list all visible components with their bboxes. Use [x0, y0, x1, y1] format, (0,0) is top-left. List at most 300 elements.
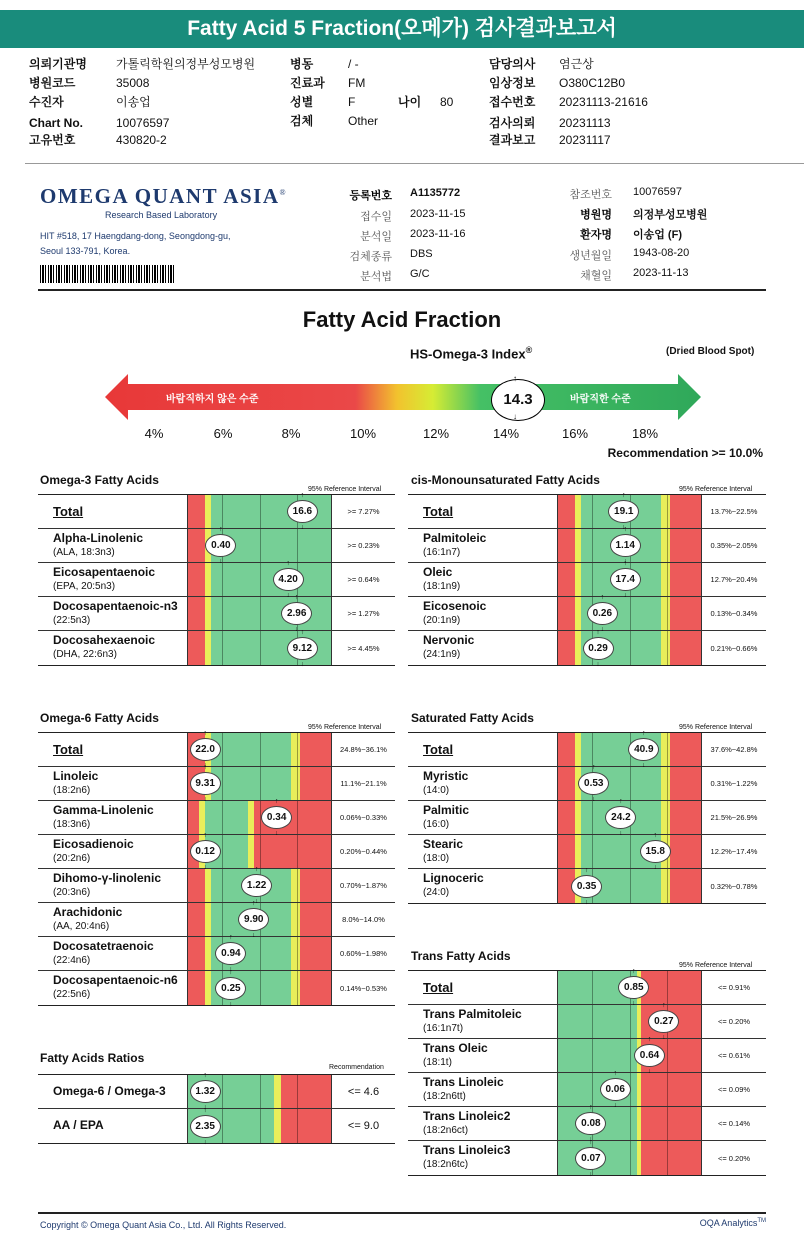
row-subtitle: (18:2n6tc): [423, 1159, 469, 1170]
cis-mono-title: cis-Monounsaturated Fatty Acids: [411, 473, 600, 487]
grid-line: [630, 869, 631, 903]
row-name: Nervonic: [423, 633, 475, 647]
reg-value: 의정부성모병원: [633, 209, 708, 221]
range-segment: [291, 971, 300, 1005]
value-badge: ↑ 0.94 ↓: [215, 942, 246, 965]
row-subtitle: (22:5n3): [53, 615, 91, 626]
reference-range: 0.35%~2.05%: [710, 541, 758, 550]
ratios-title: Fatty Acids Ratios: [40, 1051, 145, 1065]
grid-line: [297, 767, 298, 800]
row-name: Total: [423, 980, 454, 995]
table-row: [38, 597, 395, 631]
range-segment: [558, 733, 575, 766]
info-receipt-no: 접수번호 20231113-21616: [489, 95, 648, 109]
range-segment: [641, 1141, 701, 1175]
reference-range: 0.32%~0.78%: [710, 881, 758, 891]
range-bar: [557, 869, 702, 903]
reference-range: 0.13%~0.34%: [710, 609, 758, 618]
saturated-title: Saturated Fatty Acids: [411, 711, 534, 725]
recommendation-label: Recommendation: [329, 1064, 384, 1071]
row-name: Trans Linoleic: [423, 1075, 504, 1089]
range-segment: [211, 563, 331, 596]
grid-line: [260, 835, 261, 868]
value-badge: ↑ 0.08 ↓: [575, 1112, 606, 1135]
table-row: [38, 1075, 395, 1109]
range-bar: [557, 801, 702, 834]
grid-line: [667, 869, 668, 903]
reg-value: 2023-11-16: [410, 228, 466, 240]
value-badge: ↑ 0.26 ↓: [587, 602, 618, 625]
range-segment: [188, 801, 199, 834]
table-row: [408, 1107, 766, 1141]
info-age: 나이 80: [398, 95, 454, 109]
tick-label: 14%: [492, 426, 520, 441]
table-row: [408, 1039, 766, 1073]
range-bar: [557, 1141, 702, 1175]
reference-range: <= 0.20%: [717, 1017, 751, 1026]
grid-line: [592, 1039, 593, 1072]
range-segment: [670, 495, 701, 528]
ref-interval-label: 95% Reference Interval: [679, 486, 753, 493]
range-segment: [188, 869, 205, 902]
range-segment: [670, 563, 701, 596]
reference-range: <= 0.91%: [717, 983, 751, 992]
reference-range: 0.70%~1.87%: [340, 881, 387, 890]
copyright: Copyright © Omega Quant Asia Co., Ltd. All Rights Reserved.: [40, 1220, 287, 1230]
row-subtitle: (EPA, 20:5n3): [53, 581, 116, 592]
range-segment: [254, 835, 331, 868]
tick-label: 8%: [281, 426, 301, 441]
trans-table: [408, 970, 766, 1176]
range-segment: [670, 835, 701, 868]
grid-line: [592, 563, 593, 596]
reference-range: >= 4.45%: [347, 643, 380, 653]
ref-interval-label: 95% Reference Interval: [308, 486, 382, 493]
row-name: Trans Oleic: [423, 1041, 488, 1055]
range-segment: [558, 563, 575, 596]
divider: [25, 163, 804, 164]
table-row: [408, 801, 766, 835]
info-ward: 병동 / -: [290, 57, 359, 71]
range-segment: [641, 1073, 701, 1106]
reference-range: 0.14%~0.53%: [340, 983, 387, 993]
range-segment: [300, 937, 331, 970]
range-segment: [661, 767, 670, 800]
grid-line: [630, 835, 631, 868]
row-name: Trans Linoleic3: [423, 1143, 511, 1157]
barcode: [40, 265, 175, 283]
tick-label: 10%: [349, 426, 377, 441]
range-bar: [187, 869, 332, 902]
row-subtitle: (18:1t): [423, 1057, 452, 1068]
value-badge: ↑ 0.53 ↓: [578, 772, 609, 795]
cis-mono-table: [408, 494, 766, 666]
reg-value: 2023-11-15: [410, 208, 466, 220]
range-segment: [661, 495, 670, 528]
info-request-date: 검사의뢰 20231113: [489, 116, 611, 130]
value-badge: ↑ 22.0 ↓: [190, 738, 221, 761]
range-segment: [641, 971, 701, 1004]
grid-line: [222, 903, 223, 936]
table-row: [38, 733, 395, 767]
range-segment: [670, 733, 701, 766]
recommendation: Recommendation >= 10.0%: [607, 446, 763, 460]
table-row: [408, 835, 766, 869]
tick-label: 18%: [631, 426, 659, 441]
range-segment: [291, 903, 300, 936]
grid-line: [667, 1039, 668, 1072]
score-up-icon: ↑: [513, 374, 517, 383]
row-subtitle: (18:2n6): [53, 785, 91, 796]
row-name: Total: [423, 504, 454, 519]
range-segment: [300, 903, 331, 936]
index-scale-arrow: [105, 374, 701, 420]
grid-line: [260, 1109, 261, 1143]
grid-line: [222, 563, 223, 596]
row-name: Eicosapentaenoic: [53, 565, 156, 579]
range-segment: [558, 801, 575, 834]
table-row: [38, 835, 395, 869]
range-segment: [661, 631, 670, 665]
omega3-title: Omega-3 Fatty Acids: [40, 473, 159, 487]
range-bar: [187, 903, 332, 936]
grid-line: [260, 767, 261, 800]
info-clinical: 임상정보 O380C12B0: [489, 76, 626, 90]
range-segment: [188, 563, 205, 596]
reg-value: DBS: [410, 248, 433, 260]
reference-range: <= 9.0: [347, 1120, 380, 1132]
range-segment: [300, 869, 331, 902]
lab-address-line2: Seoul 133-791, Korea.: [40, 246, 131, 256]
value-badge: ↑ 17.4 ↓: [610, 568, 641, 591]
value-badge: ↑ 0.25 ↓: [215, 977, 246, 1000]
range-segment: [300, 971, 331, 1005]
table-row: [408, 733, 766, 767]
row-name: Eicosenoic: [423, 599, 487, 613]
grid-line: [592, 1073, 593, 1106]
lab-tagline: Research Based Laboratory: [105, 210, 218, 220]
row-subtitle: (18:2n6tt): [423, 1091, 466, 1102]
value-badge: ↑ 9.31 ↓: [190, 772, 221, 795]
range-bar: [187, 801, 332, 834]
brand: OQA Analytics™: [699, 1218, 766, 1228]
row-subtitle: (ALA, 18:3n3): [53, 547, 115, 558]
row-name: Gamma-Linolenic: [53, 803, 154, 817]
table-row: [408, 529, 766, 563]
range-bar: [557, 563, 702, 596]
range-bar: [557, 1005, 702, 1038]
range-segment: [558, 1005, 637, 1038]
grid-line: [667, 1073, 668, 1106]
reference-range: >= 7.27%: [347, 507, 380, 516]
range-bar: [187, 597, 332, 630]
omega6-title: Omega-6 Fatty Acids: [40, 711, 159, 725]
row-name: Linoleic: [53, 769, 99, 783]
ref-interval-label: 95% Reference Interval: [679, 962, 753, 969]
range-segment: [300, 767, 331, 800]
row-name: Total: [53, 742, 84, 757]
range-segment: [661, 597, 670, 630]
info-department: 진료과 FM: [290, 76, 366, 90]
grid-line: [222, 495, 223, 528]
reference-range: 24.8%~36.1%: [340, 745, 387, 754]
grid-line: [667, 1107, 668, 1140]
row-subtitle: (16:0): [423, 819, 450, 830]
value-badge: ↑ 0.64 ↓: [634, 1044, 665, 1067]
value-badge: ↑ 1.32 ↓: [190, 1080, 221, 1103]
row-subtitle: (22:4n6): [53, 955, 91, 966]
value-badge: ↑ 15.8 ↓: [640, 840, 671, 863]
value-badge: ↑ 2.35 ↓: [190, 1115, 221, 1138]
value-badge: ↑ 0.29 ↓: [583, 637, 614, 660]
range-segment: [558, 835, 575, 868]
row-name: Total: [53, 504, 84, 519]
table-row: [38, 869, 395, 903]
tick-label: 4%: [144, 426, 164, 441]
row-name: Myristic: [423, 769, 469, 783]
value-badge: ↑ 16.6 ↓: [287, 500, 318, 523]
table-row: [408, 1141, 766, 1175]
reference-range: 0.06%~0.33%: [340, 813, 387, 822]
value-badge: ↑ 0.07 ↓: [575, 1147, 606, 1170]
row-name: Trans Palmitoleic: [423, 1007, 522, 1021]
grid-line: [592, 801, 593, 834]
range-bar: [187, 1075, 332, 1108]
range-segment: [558, 767, 575, 800]
value-badge: ↑ 0.12 ↓: [190, 840, 221, 863]
range-segment: [670, 869, 701, 903]
grid-line: [297, 835, 298, 868]
range-segment: [670, 529, 701, 562]
info-specimen: 검체 Other: [290, 114, 379, 128]
table-row: [408, 869, 766, 903]
undesirable-label: 바람직하지 않은 수준: [166, 394, 259, 405]
reference-range: >= 0.64%: [347, 575, 380, 584]
reg-value: A1135772: [410, 187, 461, 199]
grid-line: [222, 835, 223, 868]
info-institution: 의뢰기관명 가톨릭학원의정부성모병원: [29, 57, 256, 71]
grid-line: [260, 563, 261, 596]
tick-label: 16%: [561, 426, 589, 441]
grid-line: [260, 971, 261, 1005]
table-row: [38, 767, 395, 801]
range-bar: [557, 733, 702, 766]
range-segment: [558, 597, 575, 630]
info-report-date: 결과보고 20231117: [489, 133, 611, 147]
range-segment: [188, 495, 205, 528]
grid-line: [592, 835, 593, 868]
reference-range: >= 0.23%: [347, 541, 380, 550]
table-row: [408, 971, 766, 1005]
table-row: [38, 903, 395, 937]
range-bar: [557, 1107, 702, 1140]
grid-line: [667, 529, 668, 562]
range-segment: [291, 733, 300, 766]
info-hospital-code: 병원코드 35008: [29, 76, 150, 90]
value-badge: ↑ 19.1 ↓: [608, 500, 639, 523]
grid-line: [297, 801, 298, 834]
table-row: [38, 801, 395, 835]
table-row: [38, 631, 395, 665]
table-row: [38, 563, 395, 597]
grid-line: [222, 631, 223, 665]
grid-line: [222, 869, 223, 902]
value-badge: ↑ 1.14 ↓: [610, 534, 641, 557]
range-bar: [187, 495, 332, 528]
reference-range: 0.21%~0.66%: [710, 643, 758, 653]
row-subtitle: (18:2n6ct): [423, 1125, 469, 1136]
range-segment: [188, 971, 205, 1005]
row-name: Trans Linoleic2: [423, 1109, 511, 1123]
range-segment: [670, 597, 701, 630]
grid-line: [667, 631, 668, 665]
range-segment: [670, 767, 701, 800]
table-row: [408, 1005, 766, 1039]
reference-range: <= 0.14%: [717, 1119, 751, 1128]
fraction-title: Fatty Acid Fraction: [302, 307, 502, 332]
omega3-index-score: 14.3: [491, 379, 545, 421]
grid-line: [667, 801, 668, 834]
range-segment: [291, 869, 300, 902]
value-badge: ↑ 0.40 ↓: [205, 534, 236, 557]
info-unique-no: 고유번호 430820-2: [29, 133, 167, 147]
footer-divider: [38, 1212, 766, 1214]
table-row: [38, 971, 395, 1005]
grid-line: [592, 733, 593, 766]
table-row: [408, 495, 766, 529]
value-badge: ↑ 40.9 ↓: [628, 738, 659, 761]
grid-line: [630, 767, 631, 800]
row-name: Palmitoleic: [423, 531, 487, 545]
table-row: [38, 529, 395, 563]
row-subtitle: (18:1n9): [423, 581, 461, 592]
row-name: Arachidonic: [53, 905, 123, 919]
range-segment: [281, 1075, 331, 1108]
range-bar: [557, 495, 702, 528]
grid-line: [630, 1005, 631, 1038]
range-segment: [188, 631, 205, 665]
row-name: Stearic: [423, 837, 464, 851]
range-bar: [187, 733, 332, 766]
range-segment: [300, 733, 331, 766]
grid-line: [592, 495, 593, 528]
range-segment: [558, 529, 575, 562]
value-badge: ↑ 0.27 ↓: [648, 1010, 679, 1033]
saturated-table: [408, 732, 766, 904]
reg-value: 10076597: [633, 186, 682, 198]
range-segment: [661, 563, 670, 596]
table-row: [38, 937, 395, 971]
desirable-label: 바람직한 수준: [570, 394, 631, 405]
range-bar: [557, 835, 702, 868]
grid-line: [592, 971, 593, 1004]
grid-line: [667, 597, 668, 630]
reg-value: 이송업 (F): [633, 229, 682, 241]
value-badge: ↑ 0.35 ↓: [571, 875, 602, 898]
range-bar: [187, 563, 332, 596]
row-subtitle: (16:1n7t): [423, 1023, 464, 1034]
reference-range: >= 1.27%: [347, 609, 380, 618]
info-chart-no: Chart No. 10076597: [29, 116, 170, 130]
grid-line: [630, 631, 631, 665]
range-segment: [274, 1075, 281, 1108]
range-bar: [187, 971, 332, 1005]
reference-range: 21.5%~26.9%: [710, 813, 758, 822]
reg-value: 2023-11-13: [633, 267, 689, 279]
row-name: Docosapentaenoic-n3: [53, 599, 178, 613]
grid-line: [222, 733, 223, 766]
grid-line: [260, 495, 261, 528]
grid-line: [592, 1005, 593, 1038]
info-doctor: 담당의사 염근상: [489, 57, 594, 71]
grid-line: [592, 529, 593, 562]
row-subtitle: (24:0): [423, 887, 450, 898]
reference-range: 0.31%~1.22%: [710, 779, 758, 788]
range-bar: [557, 971, 702, 1004]
trans-title: Trans Fatty Acids: [411, 949, 511, 963]
value-badge: ↑ 1.22 ↓: [241, 874, 272, 897]
range-segment: [661, 733, 670, 766]
grid-line: [667, 767, 668, 800]
grid-line: [222, 1109, 223, 1143]
table-row: [408, 631, 766, 665]
row-name: Alpha-Linolenic: [53, 531, 143, 545]
reference-range: <= 0.61%: [717, 1051, 751, 1060]
range-bar: [557, 631, 702, 665]
reg-value: G/C: [410, 268, 430, 280]
grid-line: [667, 563, 668, 596]
reference-range: <= 0.20%: [717, 1153, 751, 1163]
grid-line: [222, 597, 223, 630]
tick-label: 6%: [213, 426, 233, 441]
grid-line: [297, 903, 298, 936]
grid-line: [297, 1075, 298, 1108]
range-segment: [558, 631, 575, 665]
range-segment: [188, 903, 205, 936]
value-badge: ↑ 4.20 ↓: [273, 568, 304, 591]
row-name: Palmitic: [423, 803, 470, 817]
index-title: HS-Omega-3 Index®: [410, 345, 533, 362]
grid-line: [260, 597, 261, 630]
row-subtitle: (16:1n7): [423, 547, 461, 558]
row-name: Oleic: [423, 565, 453, 579]
grid-line: [667, 495, 668, 528]
reference-range: 12.7%~20.4%: [710, 575, 758, 584]
omega6-table: [38, 732, 395, 1006]
reference-range: 11.1%~21.1%: [340, 779, 387, 788]
range-segment: [558, 495, 575, 528]
grid-line: [222, 1075, 223, 1108]
row-subtitle: (20:1n9): [423, 615, 461, 626]
row-subtitle: (20:2n6): [53, 853, 91, 864]
grid-line: [630, 1039, 631, 1072]
grid-line: [297, 529, 298, 562]
reference-range: 8.0%~14.0%: [342, 915, 385, 924]
table-row: [408, 767, 766, 801]
table-row: [408, 563, 766, 597]
value-badge: ↑ 0.34 ↓: [261, 806, 292, 829]
grid-line: [630, 1141, 631, 1175]
range-segment: [188, 529, 205, 562]
grid-line: [630, 1107, 631, 1140]
reference-range: 13.7%~22.5%: [710, 507, 758, 516]
grid-line: [297, 1109, 298, 1143]
reference-range: 0.60%~1.98%: [340, 949, 387, 958]
row-subtitle: (20:3n6): [53, 887, 91, 898]
row-subtitle: (DHA, 22:6n3): [53, 649, 117, 660]
row-name: Omega-6 / Omega-3: [53, 1084, 166, 1098]
value-badge: ↑ 0.85 ↓: [618, 976, 649, 999]
